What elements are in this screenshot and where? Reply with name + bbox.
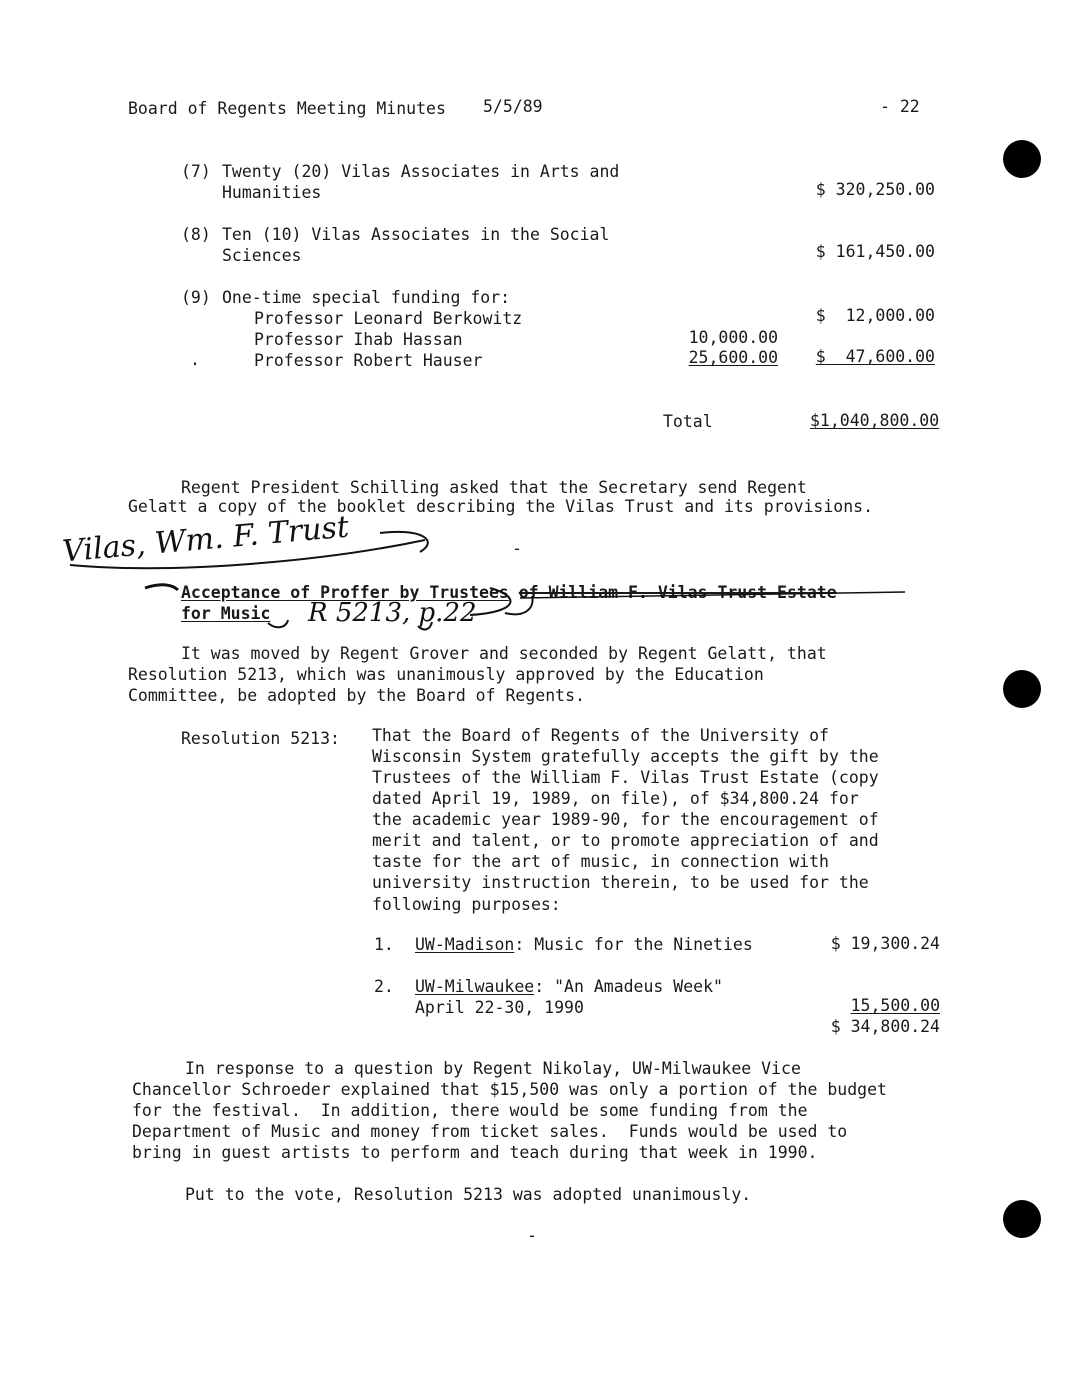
item-line: Twenty (20) Vilas Associates in Arts and bbox=[222, 162, 620, 181]
purpose-sum: $ 34,800.24 bbox=[830, 1017, 940, 1036]
resolution-line: That the Board of Regents of the University of bbox=[372, 726, 829, 745]
heading-struck: of William F. Vilas Trust Estate bbox=[518, 583, 837, 602]
handwritten-ref: R 5213, p.22 bbox=[308, 598, 477, 628]
dash-mark: - bbox=[527, 1226, 537, 1245]
item-number: (9) bbox=[181, 288, 211, 307]
professor-name: Professor Robert Hauser bbox=[254, 351, 483, 370]
paragraph-line: Committee, be adopted by the Board of Regents. bbox=[128, 686, 585, 705]
paragraph-line: Chancellor Schroeder explained that $15,500 was only a portion of the budget bbox=[132, 1080, 887, 1099]
item-line: Humanities bbox=[222, 183, 322, 202]
professor-subamount: 10,000.00 bbox=[688, 328, 778, 347]
total-label: Total bbox=[663, 412, 713, 431]
resolution-line: dated April 19, 1989, on file), of $34,800.24 for bbox=[372, 789, 859, 808]
resolution-line: merit and talent, or to promote appreciation of and bbox=[372, 831, 879, 850]
item-amount: $ 161,450.00 bbox=[815, 242, 935, 261]
item-line: Ten (10) Vilas Associates in the Social bbox=[222, 225, 610, 244]
professor-subamount: 25,600.00 bbox=[688, 348, 778, 367]
total-amount: $1,040,800.00 bbox=[810, 411, 940, 430]
header-date: 5/5/89 bbox=[483, 97, 543, 116]
section-heading bbox=[181, 582, 837, 603]
paragraph-line: Department of Music and money from ticket sales. Funds would be used to bbox=[132, 1122, 848, 1141]
page-number: - 22 bbox=[880, 97, 920, 116]
punch-hole-middle bbox=[1003, 670, 1041, 708]
resolution-line: taste for the art of music, in connection with bbox=[372, 852, 829, 871]
purpose-line bbox=[415, 976, 723, 997]
resolution-line: the academic year 1989-90, for the encouragement of bbox=[372, 810, 879, 829]
paragraph-line: Regent President Schilling asked that the Secretary send Regent bbox=[181, 478, 807, 497]
paragraph-line: for the festival. In addition, there would be some funding from the bbox=[132, 1101, 808, 1120]
professor-dot: . bbox=[190, 350, 200, 369]
resolution-line: Wisconsin System gratefully accepts the gift by the bbox=[372, 747, 879, 766]
handwritten-note: Vilas, Wm. F. Trust bbox=[61, 509, 351, 570]
purpose-number: 2. bbox=[374, 977, 394, 996]
purpose-line bbox=[415, 934, 753, 955]
paragraph-line: In response to a question by Regent Nikolay, UW-Milwaukee Vice bbox=[185, 1059, 801, 1078]
purpose-amount: $ 19,300.24 bbox=[830, 934, 940, 953]
professor-amount: $ 12,000.00 bbox=[815, 306, 935, 325]
paragraph-line: Gelatt a copy of the booklet describing the Vilas Trust and its provisions. bbox=[128, 497, 874, 516]
header-title: Board of Regents Meeting Minutes bbox=[128, 99, 446, 118]
purpose-desc: : Music for the Nineties bbox=[514, 935, 753, 954]
dash-mark: - bbox=[512, 539, 522, 558]
resolution-line: following purposes: bbox=[372, 895, 561, 914]
resolution-line: university instruction therein, to be used for the bbox=[372, 873, 869, 892]
professor-name: Professor Leonard Berkowitz bbox=[254, 309, 523, 328]
item-line: One-time special funding for: bbox=[222, 288, 511, 307]
paragraph-line: Put to the vote, Resolution 5213 was adopted unanimously. bbox=[185, 1185, 752, 1204]
purpose-desc: : "An Amadeus Week" bbox=[534, 977, 723, 996]
paragraph-line: Resolution 5213, which was unanimously approved by the Education bbox=[128, 665, 764, 684]
professor-name: Professor Ihab Hassan bbox=[254, 330, 463, 349]
punch-hole-bottom bbox=[1003, 1200, 1041, 1238]
resolution-line: Trustees of the William F. Vilas Trust Estate (copy bbox=[372, 768, 879, 787]
heading-part: Acceptance of Proffer by Trustees bbox=[181, 583, 509, 602]
paragraph-line: bring in guest artists to perform and teach during that week in 1990. bbox=[132, 1143, 818, 1162]
resolution-label: Resolution 5213: bbox=[181, 729, 340, 748]
item-line: Sciences bbox=[222, 246, 302, 265]
purpose-campus: UW-Madison bbox=[415, 935, 515, 954]
punch-hole-top bbox=[1003, 140, 1041, 178]
item-number: (8) bbox=[181, 225, 211, 244]
section-heading-line2: for Music bbox=[181, 604, 271, 623]
paragraph-line: It was moved by Regent Grover and seconded by Regent Gelatt, that bbox=[181, 644, 827, 663]
purpose-date: April 22-30, 1990 bbox=[415, 998, 584, 1017]
purpose-campus: UW-Milwaukee bbox=[415, 977, 535, 996]
purpose-number: 1. bbox=[374, 935, 394, 954]
professor-amount: $ 47,600.00 bbox=[815, 347, 935, 366]
purpose-amount: 15,500.00 bbox=[850, 996, 940, 1015]
item-number: (7) bbox=[181, 162, 211, 181]
item-amount: $ 320,250.00 bbox=[815, 180, 935, 199]
